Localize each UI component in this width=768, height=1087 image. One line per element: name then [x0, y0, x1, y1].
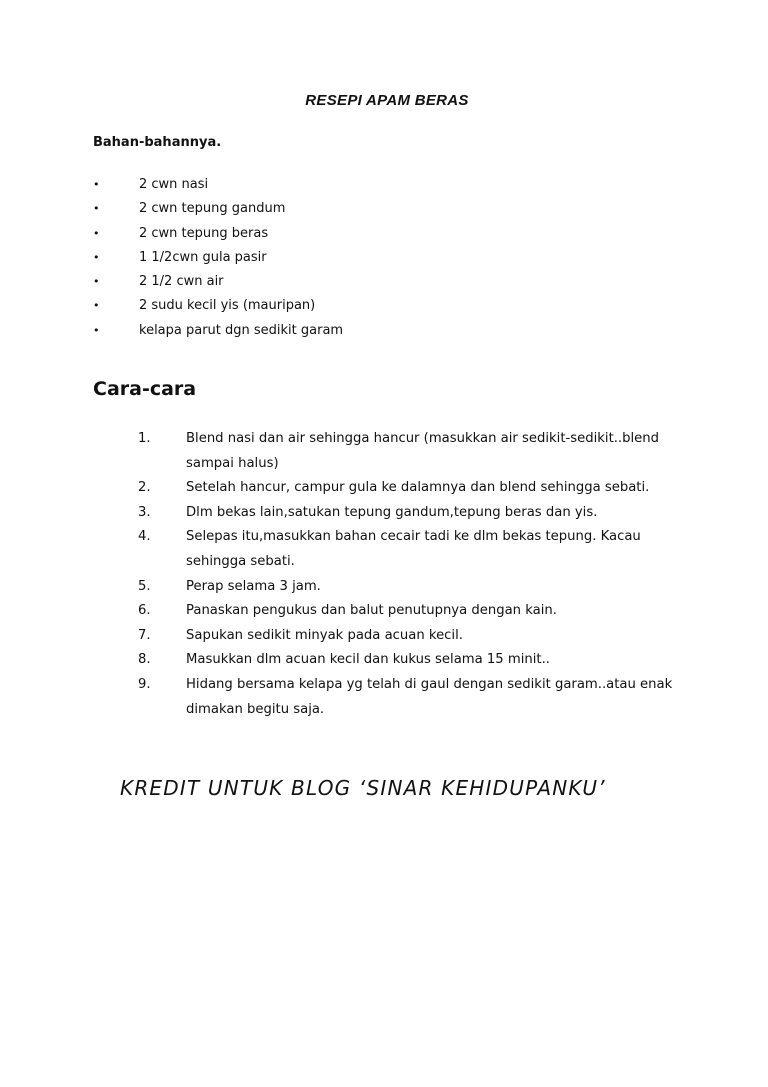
step-item — [138, 427, 698, 476]
step-item — [138, 525, 698, 574]
step-text: Hidang bersama kelapa yg telah di gaul dengan sedikit garam..atau enak dimakan begitu saja. — [186, 676, 673, 717]
ingredient-text: 2 1/2 cwn air — [139, 274, 224, 290]
ingredient-text: 2 cwn tepung beras — [139, 225, 269, 241]
method-steps — [138, 427, 698, 722]
step-number: 1. — [138, 431, 151, 446]
step-item — [138, 673, 698, 722]
bullet-icon: • — [93, 323, 100, 337]
step-text: Masukkan dlm acuan kecil dan kukus selama 15 minit.. — [186, 652, 550, 668]
bullet-icon: • — [93, 299, 100, 313]
method-heading: Cara-cara — [93, 378, 197, 400]
step-item — [138, 599, 698, 624]
step-text: Setelah hancur, campur gula ke dalamnya dan blend sehingga sebati. — [186, 480, 650, 496]
step-number: 9. — [138, 676, 151, 692]
step-number: 5. — [138, 578, 151, 594]
step-number: 7. — [138, 627, 151, 643]
step-item — [138, 624, 698, 649]
step-number: 8. — [138, 652, 151, 668]
bullet-icon: • — [93, 275, 100, 289]
ingredient-text: kelapa parut dgn sedikit garam — [139, 322, 344, 338]
step-item — [138, 575, 698, 600]
step-text: Perap selama 3 jam. — [186, 578, 321, 594]
step-number: 3. — [138, 504, 151, 520]
ingredient-text: 2 cwn tepung gandum — [139, 201, 286, 217]
step-item — [138, 501, 698, 526]
step-text: Dlm bekas lain,satukan tepung gandum,tepung beras dan yis. — [186, 504, 598, 520]
bullet-icon: • — [93, 178, 100, 191]
step-text: Panaskan pengukus dan balut penutupnya dengan kain. — [186, 603, 557, 619]
step-item — [138, 648, 698, 673]
ingredient-text: 2 cwn nasi — [139, 177, 209, 192]
step-number: 2. — [138, 480, 151, 496]
bullet-icon: • — [93, 226, 100, 240]
step-text: Selepas itu,masukkan bahan cecair tadi ke dlm bekas tepung. Kacau sehingga sebati. — [186, 529, 641, 569]
step-text: Sapukan sedikit minyak pada acuan kecil. — [186, 627, 463, 643]
step-text: Blend nasi dan air sehingga hancur (masukkan air sedikit-sedikit..blend sampai halus) — [186, 431, 660, 471]
credit-line: KREDIT UNTUK BLOG ‘SINAR KEHIDUPANKU’ — [120, 776, 606, 800]
step-number: 4. — [138, 529, 151, 545]
bullet-icon: • — [93, 202, 100, 216]
ingredient-text: 1 1/2cwn gula pasir — [139, 249, 267, 265]
step-number: 6. — [138, 603, 151, 619]
ingredients-heading: Bahan-bahannya. — [93, 135, 222, 150]
bullet-icon: • — [93, 250, 100, 264]
recipe-title: RESEPI APAM BERAS — [305, 92, 469, 109]
ingredient-text: 2 sudu kecil yis (mauripan) — [139, 298, 316, 314]
step-item — [138, 476, 698, 501]
